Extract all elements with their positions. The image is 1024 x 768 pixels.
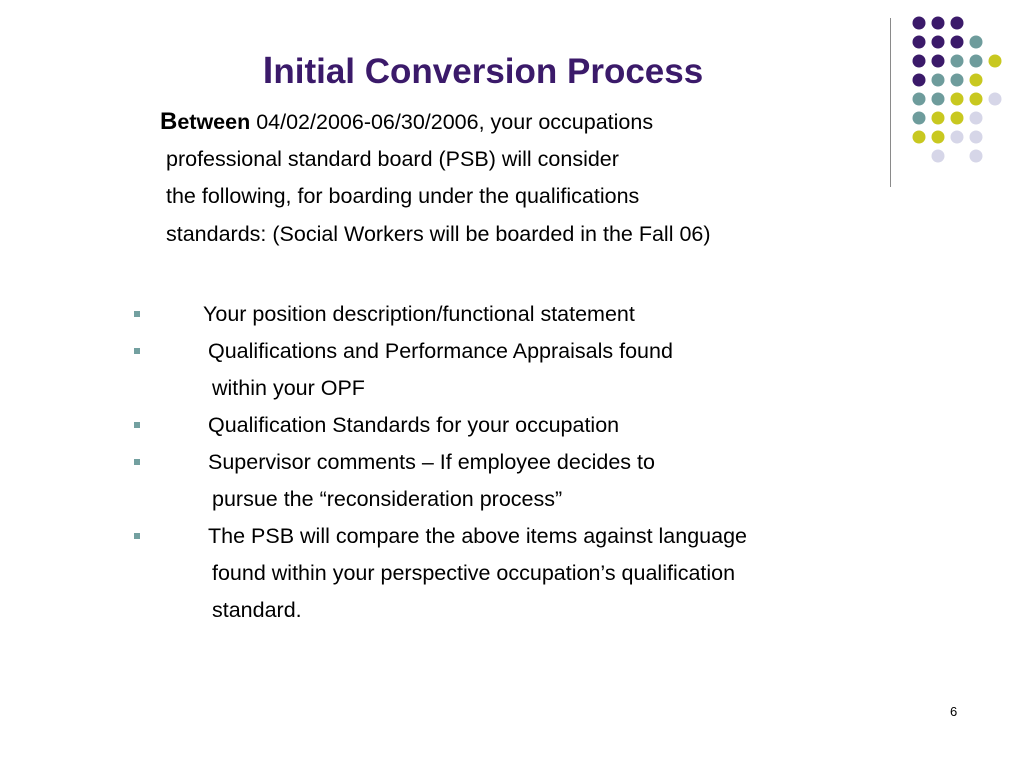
square-bullet-icon xyxy=(134,533,140,539)
bullet-line: Qualification Standards for your occupation xyxy=(208,413,620,437)
bullet-list xyxy=(132,296,747,629)
dot xyxy=(932,93,945,106)
dot xyxy=(932,131,945,144)
dot xyxy=(970,55,983,68)
bullet-line: The PSB will compare the above items against language xyxy=(208,524,748,548)
dot xyxy=(951,36,964,49)
dot xyxy=(970,112,983,125)
bullet-item xyxy=(132,333,747,407)
dot xyxy=(932,36,945,49)
dot xyxy=(951,74,964,87)
dot xyxy=(913,17,926,30)
dot xyxy=(932,17,945,30)
slide-title-rest: nitial Conversion Process xyxy=(273,52,704,91)
dot xyxy=(989,93,1002,106)
bullet-item xyxy=(132,407,747,444)
dot xyxy=(913,112,926,125)
square-bullet-icon xyxy=(134,311,140,317)
dot xyxy=(970,36,983,49)
dot xyxy=(913,36,926,49)
intro-line: professional standard board (PSB) will consider xyxy=(166,146,619,171)
intro-lead-rest: etween xyxy=(177,110,251,134)
dot xyxy=(951,112,964,125)
bullet-line: standard. xyxy=(212,598,302,622)
dot xyxy=(932,74,945,87)
intro-lead xyxy=(160,110,250,134)
intro-line-text: 04/02/2006-06/30/2006, your occupations xyxy=(250,110,654,134)
intro-paragraph xyxy=(160,103,711,253)
dot xyxy=(951,93,964,106)
dot xyxy=(951,55,964,68)
dot xyxy=(951,131,964,144)
bullet-line: Your position description/functional statement xyxy=(203,302,635,326)
dot xyxy=(913,55,926,68)
dot xyxy=(970,150,983,163)
dot xyxy=(932,55,945,68)
slide-title-initial: I xyxy=(262,50,274,92)
bullet-line: pursue the “reconsideration process” xyxy=(212,487,563,511)
dot xyxy=(932,112,945,125)
dot xyxy=(970,93,983,106)
bullet-line: found within your perspective occupation’s qualification xyxy=(212,561,736,585)
dot xyxy=(913,131,926,144)
intro-line xyxy=(160,103,711,141)
intro-lead-initial: B xyxy=(160,108,178,135)
dot xyxy=(913,74,926,87)
dot xyxy=(913,93,926,106)
bullet-item xyxy=(132,296,747,333)
square-bullet-icon xyxy=(134,422,140,428)
bullet-line: within your OPF xyxy=(212,376,365,400)
dot xyxy=(970,131,983,144)
square-bullet-icon xyxy=(134,459,140,465)
dot xyxy=(970,74,983,87)
square-bullet-icon xyxy=(134,348,140,354)
bullet-line: Supervisor comments – If employee decides to xyxy=(208,450,655,474)
bullet-item xyxy=(132,518,747,629)
bullet-line: Qualifications and Performance Appraisals found xyxy=(208,339,673,363)
slide-number: 6 xyxy=(950,704,958,719)
bullet-item xyxy=(132,444,747,518)
intro-line: standards: (Social Workers will be boarded in the Fall 06) xyxy=(166,221,711,246)
intro-line: the following, for boarding under the qualifications xyxy=(166,184,640,208)
dot xyxy=(951,17,964,30)
dot xyxy=(932,150,945,163)
dot xyxy=(989,55,1002,68)
